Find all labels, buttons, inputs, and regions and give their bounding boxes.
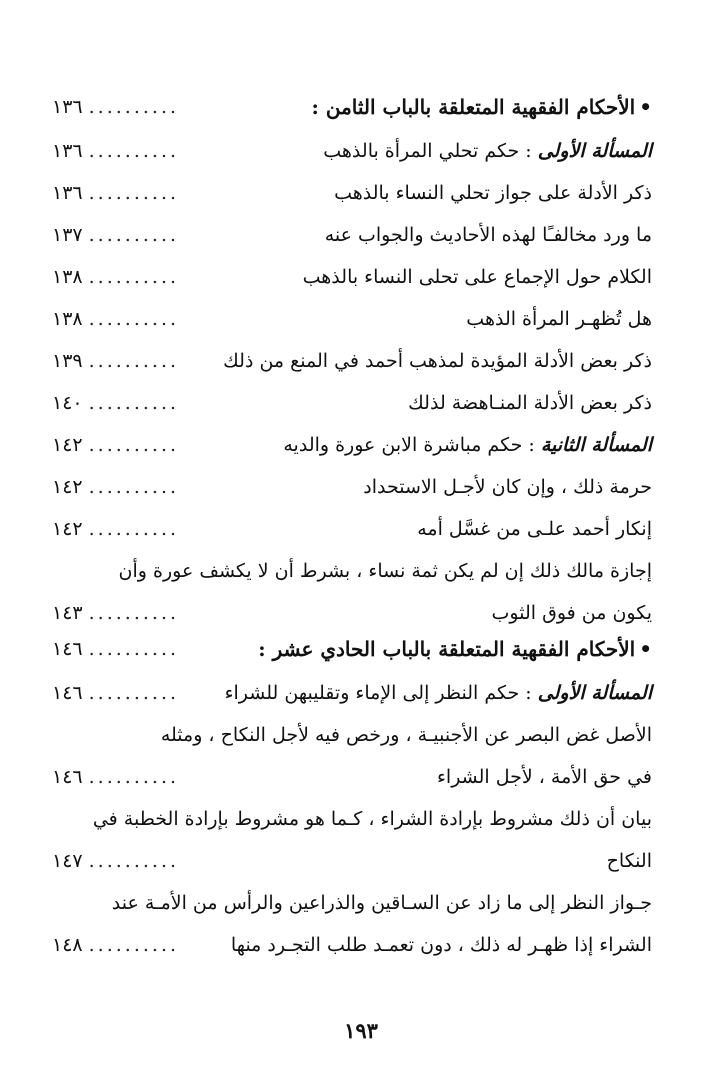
page-ref: ١٣٦ bbox=[52, 96, 83, 118]
entry-text: : حكم مباشرة الابن عورة والديه bbox=[283, 434, 535, 456]
entry-text: ما ورد مخالفـًا لهذه الأحاديث والجواب عنه bbox=[324, 224, 652, 246]
entry-text: بيان أن ذلك مشروط بإرادة الشراء ، كـما هو مشروط بإرادة الخطبة في bbox=[92, 808, 652, 830]
page-ref: ١٤٧ bbox=[52, 850, 83, 872]
entry-text: ذكر الأدلة على جواز تحلي النساء بالذهب bbox=[334, 182, 652, 204]
toc-entry bbox=[52, 509, 652, 549]
toc-entry bbox=[52, 257, 652, 297]
toc-entry-wrapped-line bbox=[52, 551, 652, 591]
heading-text: الأحكام الفقهية المتعلقة بالباب الثامن : bbox=[311, 95, 636, 119]
entry-text: حرمة ذلك ، وإن كان لأجـل الاستحداد bbox=[363, 476, 652, 498]
leader-dots: .......... bbox=[88, 266, 180, 288]
leader-dots: .......... bbox=[88, 476, 180, 498]
toc-entry bbox=[52, 341, 652, 381]
toc-entry bbox=[52, 593, 652, 633]
entry-text: في حق الأمة ، لأجل الشراء bbox=[436, 766, 652, 788]
toc-entry bbox=[52, 173, 652, 213]
page-ref: ١٣٧ bbox=[52, 224, 83, 246]
entry-text: الكلام حول الإجماع على تحلى النساء بالذهب bbox=[302, 266, 652, 288]
page-ref: ١٣٦ bbox=[52, 182, 83, 204]
entry-text: : حكم النظر إلى الإماء وتقليبهن للشراء bbox=[224, 682, 532, 704]
toc-entry bbox=[52, 215, 652, 255]
toc-entry bbox=[52, 841, 652, 881]
page-ref: ١٤٢ bbox=[52, 518, 83, 540]
leader-dots: .......... bbox=[88, 682, 180, 704]
toc-entry-wrapped-line bbox=[52, 799, 652, 839]
page-ref: ١٤٣ bbox=[52, 602, 83, 624]
entry-text: ذكر بعض الأدلة المؤيدة لمذهب أحمد في المنع من ذلك bbox=[223, 350, 652, 372]
toc-entry bbox=[52, 467, 652, 507]
leader-dots: .......... bbox=[88, 350, 180, 372]
toc-entry bbox=[52, 673, 652, 713]
bullet: • bbox=[639, 95, 652, 119]
page-ref: ١٤٢ bbox=[52, 434, 83, 456]
leader-dots: .......... bbox=[88, 182, 180, 204]
leader-dots: .......... bbox=[88, 934, 180, 956]
leader-dots: .......... bbox=[88, 638, 180, 660]
toc-entry bbox=[52, 425, 652, 465]
entry-text: إجازة مالك ذلك إن لم يكن ثمة نساء ، بشرط أن لا يكشف عورة وأن bbox=[118, 560, 652, 582]
entry-text: ذكر بعض الأدلة المنـاهضة لذلك bbox=[408, 392, 652, 414]
leader-dots: .......... bbox=[88, 308, 180, 330]
leader-dots: .......... bbox=[88, 518, 180, 540]
toc-entry bbox=[52, 383, 652, 423]
issue-label: المسألة الأولى bbox=[537, 682, 652, 704]
toc-entry bbox=[52, 131, 652, 171]
toc-entry bbox=[52, 299, 652, 339]
leader-dots: .......... bbox=[88, 224, 180, 246]
leader-dots: .......... bbox=[88, 766, 180, 788]
toc-entry-wrapped-line bbox=[52, 715, 652, 755]
page-ref: ١٣٨ bbox=[52, 308, 83, 330]
entry-text: الشراء إذا ظهـر له ذلك ، دون تعمـد طلب التجـرد منها bbox=[230, 934, 652, 956]
heading-text: الأحكام الفقهية المتعلقة بالباب الحادي عشر : bbox=[258, 637, 636, 661]
leader-dots: .......... bbox=[88, 602, 180, 624]
leader-dots: .......... bbox=[88, 392, 180, 414]
leader-dots: .......... bbox=[88, 96, 180, 118]
issue-label: المسألة الأولى bbox=[537, 140, 652, 162]
page-ref: ١٣٨ bbox=[52, 266, 83, 288]
toc-entry-wrapped-line bbox=[52, 883, 652, 923]
issue-label: المسألة الثانية bbox=[540, 434, 652, 456]
page-number-footer: ١٩٣ bbox=[344, 1018, 378, 1043]
entry-text: جـواز النظر إلى ما زاد عن السـاقين والذراعين والرأس من الأمـة عند bbox=[111, 892, 652, 914]
toc-heading bbox=[52, 629, 652, 669]
leader-dots: .......... bbox=[88, 434, 180, 456]
toc-entry bbox=[52, 757, 652, 797]
entry-text: إنكار أحمد علـى من غسَّل أمه bbox=[417, 518, 652, 540]
toc-heading bbox=[52, 87, 652, 127]
entry-text: : حكم تحلي المرأة بالذهب bbox=[323, 140, 532, 162]
entry-text: هل تُظهـر المرأة الذهب bbox=[466, 308, 652, 330]
page-ref: ١٣٦ bbox=[52, 140, 83, 162]
entry-text: الأصل غض البصر عن الأجنبيـة ، ورخص فيه لأجل النكاح ، ومثله bbox=[160, 724, 652, 746]
bullet: • bbox=[639, 637, 652, 661]
entry-text: يكون من فوق الثوب bbox=[491, 602, 652, 624]
leader-dots: .......... bbox=[88, 140, 180, 162]
leader-dots: .......... bbox=[88, 850, 180, 872]
toc-entry bbox=[52, 925, 652, 965]
page-ref: ١٤٦ bbox=[52, 682, 83, 704]
page-ref: ١٣٩ bbox=[52, 350, 83, 372]
page-ref: ١٤٦ bbox=[52, 766, 83, 788]
page-ref: ١٤٠ bbox=[52, 392, 83, 414]
page-ref: ١٤٨ bbox=[52, 934, 83, 956]
page-ref: ١٤٦ bbox=[52, 638, 83, 660]
entry-text: النكاح bbox=[606, 850, 652, 872]
page-ref: ١٤٢ bbox=[52, 476, 83, 498]
